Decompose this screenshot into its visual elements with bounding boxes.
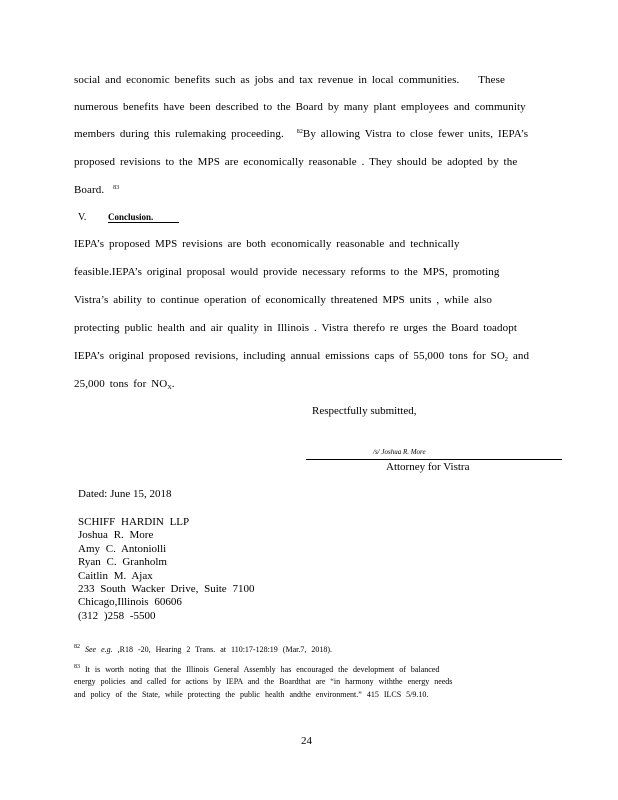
attorney-name: Caitlin M. Ajax (78, 569, 153, 582)
conclusion-line-4: protecting public health and air quality in Illinois . Vistra therefo re urges the Board toadopt (74, 322, 517, 334)
attorney-name: Ryan C. Granholm (78, 556, 167, 569)
footnote-83-line-1 (74, 664, 439, 674)
body-line-3 (74, 128, 528, 140)
body-text: 25,000 tons for NO (74, 378, 168, 390)
conclusion-line-1: IEPA’s proposed MPS revisions are both economically reasonable and technically (74, 238, 460, 250)
phone-number: (312 )258 -5500 (78, 609, 156, 622)
body-text: social and economic benefits such as jobs and tax revenue in local communities. (74, 74, 460, 86)
body-line-5 (74, 184, 119, 196)
firm-name: SCHIFF HARDIN LLP (78, 516, 190, 528)
section-heading (78, 212, 179, 223)
body-text: By allowing Vistra to close fewer units, IEPA’s (302, 128, 529, 140)
firm-address-block (78, 516, 254, 623)
footnote-83-line-2: energy policies and called for actions by IEPA and the Boardthat are “in harmony withthe energy needs (74, 677, 453, 686)
date-line: Dated: June 15, 2018 (78, 488, 172, 500)
page-number: 24 (301, 735, 312, 747)
footnote-ref-82: 82 (296, 129, 303, 135)
body-line-4: proposed revisions to the MPS are economically reasonable . They should be adopted by the (74, 156, 518, 168)
conclusion-line-5 (74, 350, 529, 363)
footnote-ref-83: 83 (113, 185, 120, 191)
body-text: and (512, 350, 530, 362)
citation-signal: See e.g. (85, 645, 113, 654)
conclusion-line-6 (74, 378, 175, 391)
body-text: . (171, 378, 175, 390)
street-address: 233 South Wacker Drive, Suite 7100 (78, 583, 255, 596)
body-text: Board. (74, 184, 105, 196)
body-line-2: numerous benefits have been described to the Board by many plant employees and community (74, 101, 526, 113)
signer-title: Attorney for Vistra (386, 461, 470, 473)
footnote-text: ,R18 -20, Hearing 2 Trans. at 110:17-128:19 (Mar.7, 2018). (112, 645, 333, 654)
subscript-x: X (167, 385, 172, 391)
electronic-signature: /s/ Joshua R. More (373, 448, 426, 456)
closing: Respectfully submitted, (312, 405, 417, 417)
body-line-1 (74, 74, 505, 86)
signature-line (306, 459, 562, 460)
body-text: These (478, 74, 505, 86)
body-text: members during this rulemaking proceeding. (74, 128, 284, 140)
conclusion-line-3: Vistra’s ability to continue operation of economically threatened MPS units , while also (74, 294, 492, 306)
footnote-number: 82 (74, 644, 80, 650)
attorney-name: Joshua R. More (78, 529, 154, 542)
footnote-82 (74, 644, 332, 654)
section-number: V. (78, 212, 87, 223)
body-text: IEPA’s original proposed revisions, including annual emissions caps of 55,000 tons for SO (74, 350, 505, 362)
footnote-number: 83 (74, 664, 80, 670)
attorney-name: Amy C. Antoniolli (78, 542, 167, 555)
city-state-zip: Chicago,Illinois 60606 (78, 596, 182, 609)
footnote-text: It is worth noting that the Illinois General Assembly has encouraged the development of balanced (85, 665, 440, 674)
conclusion-line-2: feasible.IEPA’s original proposal would provide necessary reforms to the MPS, promoting (74, 266, 500, 278)
section-title: Conclusion. (108, 212, 179, 223)
footnote-83-line-3: and policy of the State, while protecting the public health andthe environment.” 415 ILCS 5/9.10. (74, 690, 429, 699)
subscript-2: 2 (504, 357, 509, 363)
